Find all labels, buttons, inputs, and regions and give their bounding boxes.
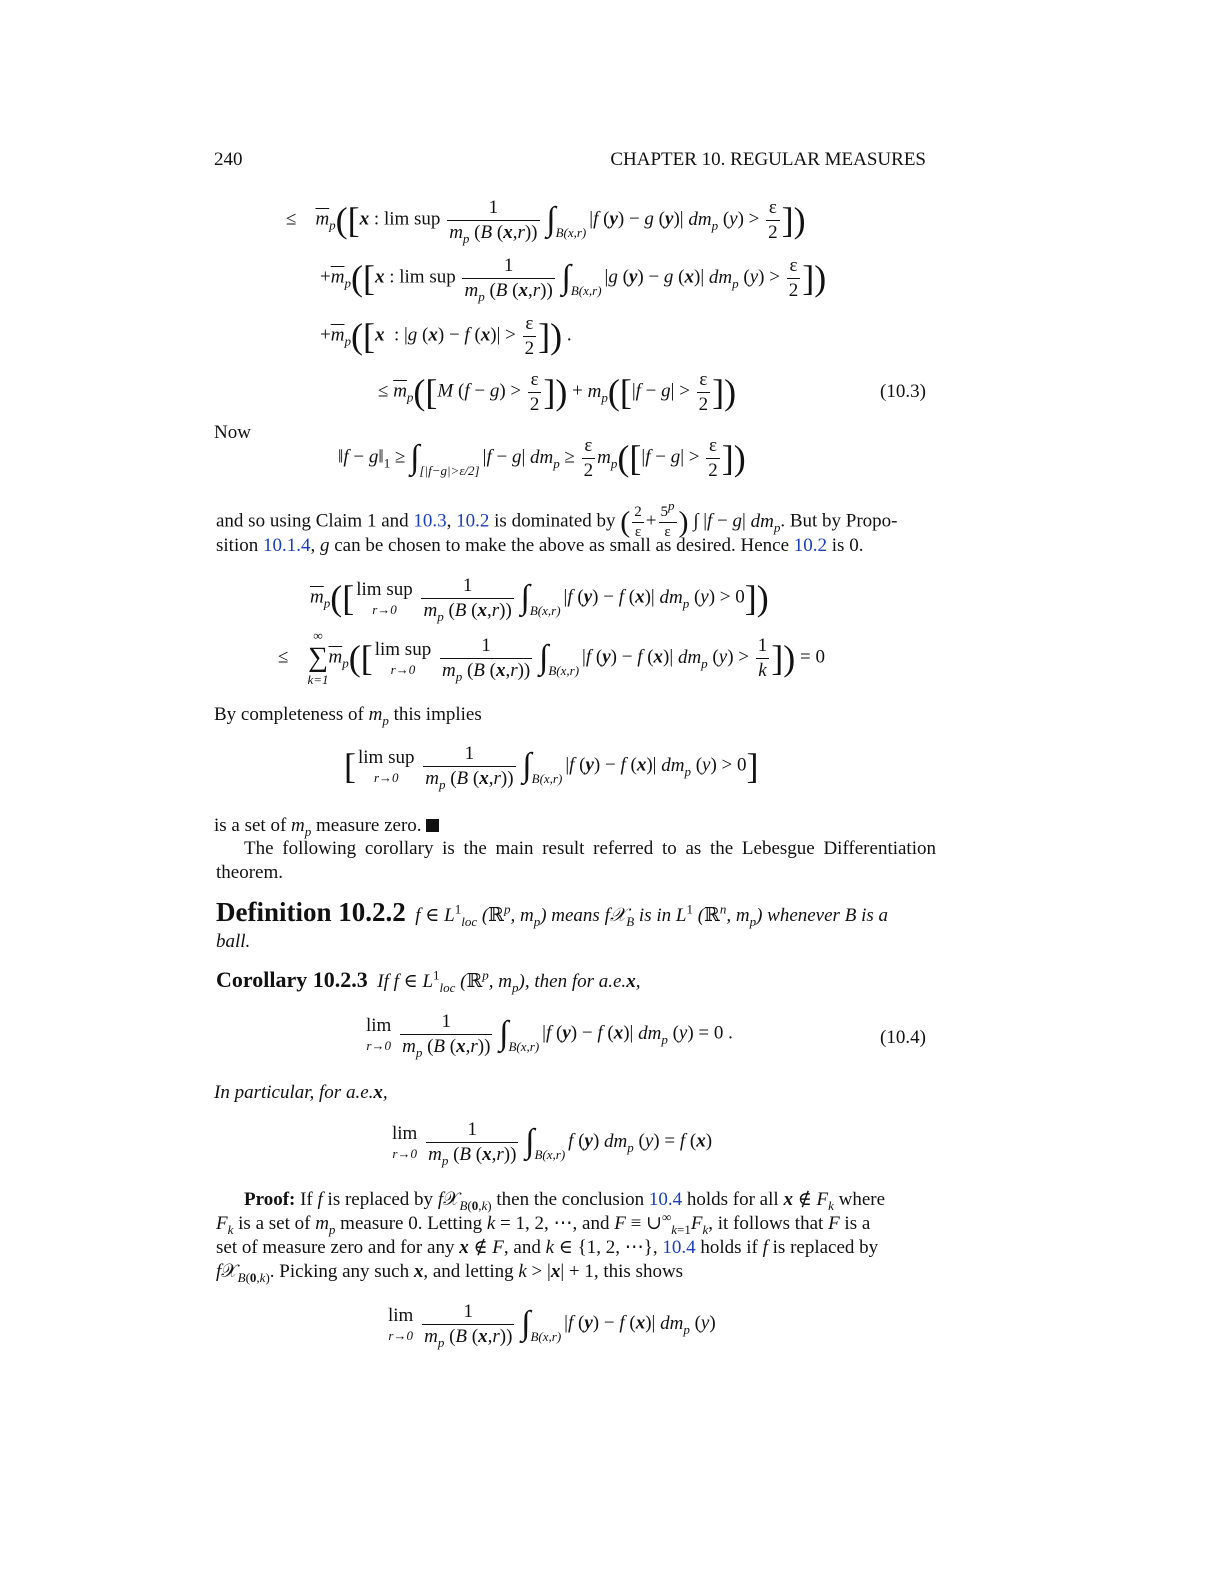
equation-line-1: ≤ $\overline{m}_p([x$ : lim sup $\frac{1}{m_p (B (x,r))}$ $\int_{B(x,r)}|f$ (y) − g (y)| $dm_p$ (y) > $\frac{\varepsilon}{2}$ ]) <box>286 197 806 246</box>
equation-number-10-4: (10.4) <box>880 1027 926 1048</box>
equation-limsup-sum: ≤ ∞ ∑ k=1 $\overline{m}_p$([ lim sup r→0 $\frac{1}{m_p (B (x,r))}$ $\int_{B(x,r)}|f$ (y) − f (x)| $dm_p$ (y) > $\frac{1}{k}$ ]) = 0 <box>278 628 825 688</box>
equation-number-10-3: (10.3) <box>880 381 926 402</box>
corollary-heading: Corollary 10.2.3 <box>216 967 368 992</box>
ref-10-2b-link[interactable]: 10.2 <box>793 535 828 556</box>
ref-10-4-link[interactable]: 10.4 <box>648 1189 683 1210</box>
corollary-10-2-3: Corollary 10.2.3 If f ∈ $L^1_{loc}$ (ℝ$^p$, $m_p$), then for a.e.x, <box>216 967 641 995</box>
proof-heading: Proof: <box>244 1189 296 1210</box>
equation-average-limit: lim r→0 $\frac{1}{m_p (B (x,r))}$ $\int_{B(x,r)}f$ (y) $dm_p$ (y) = f (x) <box>392 1119 713 1168</box>
paragraph-claim-cont: sition 10.1.4, g can be chosen to make the above as small as desired. Hence 10.2 is 0. <box>216 535 864 556</box>
equation-line-2: $+\overline{m}_p([x$ : lim sup $\frac{1}{m_p (B (x,r))}$ $\int_{B(x,r)}|g$ (y) − g (x)| $dm_p$ (y) > $\frac{\varepsilon}{2}$ ]) <box>320 255 827 304</box>
ref-10-1-4-link[interactable]: 10.1.4 <box>262 535 311 556</box>
chapter-title: CHAPTER 10. REGULAR MEASURES <box>610 149 926 170</box>
qed-square-icon <box>426 819 439 832</box>
ref-10-3-link[interactable]: 10.3 <box>413 510 447 532</box>
equation-line-4: ≤ $\overline{m}_p([M$ (f − g) > $\frac{\varepsilon}{2}$ ]) + $m_p([|f - g|$ > $\frac{\varepsilon}{2}$ ]) <box>378 369 737 415</box>
page-number: 240 <box>214 149 243 170</box>
in-particular-text: In particular, for a.e.x, <box>214 1082 388 1103</box>
measure-zero-text: is a set of $m_p$ measure zero. <box>214 814 439 838</box>
proof-paragraph: Proof: If f is replaced by f𝒳$_{B(0,k)}$ then the conclusion 10.4 holds for all x ∉ $F_k$ where $F_k$ is a set of $m_p$ measure 0. Letting k = 1, 2, ⋯, and $F \equiv \cup^\infty_{k=1}F_k$, it follows that F is a set of measure zero and for any x ∉ F, and k ∈ {1, 2, ⋯}, 10.4 holds if f is replaced by f𝒳$_{B(0,k)}$. Picking any such x, and letting k > |x| + 1, this shows <box>216 1189 886 1285</box>
definition-heading: Definition 10.2.2 <box>216 897 406 927</box>
norm-inequality: ‖f − $g‖_1 \ge \int_{[|f-g|>\varepsilon/2]}|f - g|$ $dm_p$ ≥ $\frac{\varepsilon}{2}$ $m_p([|f - g|$ > $\frac{\varepsilon}{2}$ ]) <box>338 435 746 481</box>
paragraph-claim: and so using Claim 1 and 10.3, 10.2 is dominated by ( $\frac{2}{\varepsilon}$ + $\frac{5^p}{\varepsilon}$ ) ∫ |f − g| $dm_p$. But by Propo- <box>216 498 898 540</box>
equation-limsup-set: [ lim sup r→0 $\frac{1}{m_p (B (x,r))}$ $\int_{B(x,r)}|f$ (y) − f (x)| $dm_p$ (y) > 0] <box>344 743 759 792</box>
ref-10-2-link[interactable]: 10.2 <box>456 510 490 532</box>
ref-10-4b-link[interactable]: 10.4 <box>662 1237 696 1258</box>
definition-10-2-2: Definition 10.2.2 f ∈ $L^1_{loc}$ (ℝ$^p$, $m_p$) means f𝒳$_B$ is in $L^1$ (ℝ$^n$, $m_p$) whenever B is a ball. <box>216 897 888 952</box>
completeness-text: By completeness of $m_p$ this implies <box>214 704 482 728</box>
following-corollary-text: The following corollary is the main result referred to as the Lebesgue Differentiation theorem. <box>216 838 936 883</box>
equation-limsup-1: $\overline{m}_p$([ lim sup r→0 $\frac{1}{m_p (B (x,r))}$ $\int_{B(x,r)}|f$ (y) − f (x)| $dm_p$ (y) > 0]) <box>310 575 769 624</box>
equation-line-3: $+\overline{m}_p([x$ : |g (x) − f (x)| > $\frac{\varepsilon}{2}$ ]) . <box>320 313 572 359</box>
now-label: Now <box>214 422 251 443</box>
equation-10-4: lim r→0 $\frac{1}{m_p (B (x,r))}$ $\int_{B(x,r)}|f$ (y) − f (x)| $dm_p$ (y) = 0 . <box>366 1011 733 1060</box>
equation-final: lim r→0 $\frac{1}{m_p (B (x,r))}$ $\int_{B(x,r)}|f$ (y) − f (x)| $dm_p$ (y) <box>388 1301 716 1350</box>
